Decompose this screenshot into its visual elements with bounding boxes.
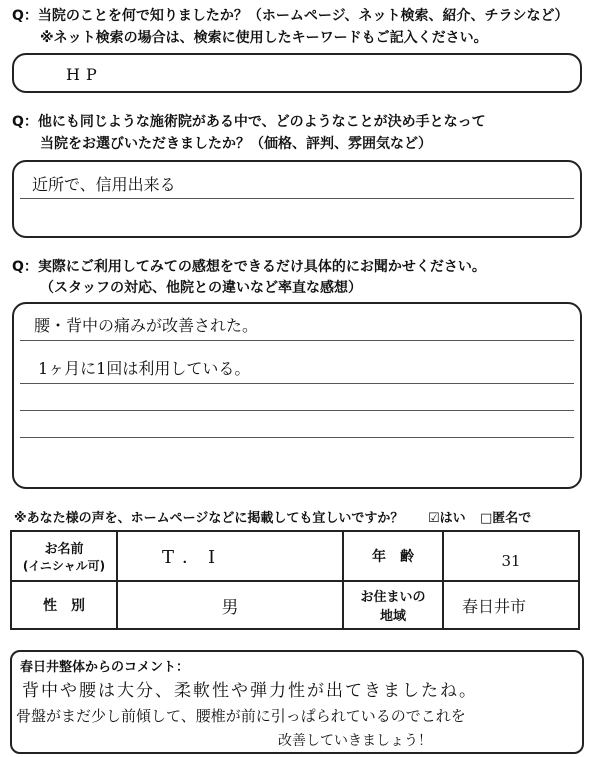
consent-anonymous-checkbox[interactable]: □匿名で <box>480 511 532 526</box>
name-label <box>11 531 117 581</box>
answer-3-text-2: 1ヶ月に1回は利用している。 <box>38 359 251 378</box>
gender-label: 性 別 <box>11 581 117 629</box>
comment-title: 春日井整体からのコメント： <box>20 660 190 675</box>
comment-line-2: 骨盤がまだ少し前傾して、腰椎が前に引っぱられているのでこれを <box>16 707 466 725</box>
answer-2-text: 近所で、信用出来る <box>32 175 176 194</box>
age-label: 年 齢 <box>343 531 443 581</box>
area-label-main: お住まいの <box>360 590 426 605</box>
question-2-line-1: Q：他にも同じような施術院がある中で、どのようなことが決め手となって <box>12 114 486 130</box>
question-3-line-2: （スタッフの対応、他院との違いなど率直な感想） <box>40 280 362 296</box>
ruled-line <box>20 383 574 384</box>
consent-question: ※あなた様の声を、ホームページなどに掲載しても宜しいですか？ <box>14 511 404 526</box>
comment-box <box>10 650 584 754</box>
question-1-line-2: ※ネット検索の場合は、検索に使用したキーワードもご記入ください。 <box>40 30 488 46</box>
comment-line-1: 背中や腰は大分、柔軟性や弾力性が出てきましたね。 <box>22 681 478 701</box>
name-value: T．I <box>117 531 343 581</box>
age-value: 31 <box>443 531 579 581</box>
gender-value: 男 <box>117 581 343 629</box>
comment-line-3: 改善していきましょう！ <box>278 733 432 749</box>
answer-box-2 <box>12 160 582 238</box>
answer-box-3 <box>12 302 582 489</box>
ruled-line <box>20 198 574 199</box>
answer-box-1 <box>12 53 582 93</box>
ruled-line <box>20 410 574 411</box>
question-2-line-2: 当院をお選びいただきましたか？（価格、評判、雰囲気など） <box>40 136 432 152</box>
consent-yes-checkbox[interactable]: ☑はい <box>428 511 466 526</box>
area-label-sub: 地域 <box>379 609 406 624</box>
info-table <box>10 530 580 630</box>
name-label-main: お名前 <box>44 542 84 557</box>
area-label <box>343 581 443 629</box>
question-3-line-1: Q：実際にご利用してみての感想をできるだけ具体的にお聞かせください。 <box>12 259 486 275</box>
question-1-line-1: Q：当院のことを何で知りましたか？（ホームページ、ネット検索、紹介、チラシなど） <box>12 8 569 24</box>
answer-3-text-1: 腰・背中の痛みが改善された。 <box>34 316 259 335</box>
answer-1-text: HP <box>66 65 103 84</box>
area-value: 春日井市 <box>443 581 579 629</box>
ruled-line <box>20 340 574 341</box>
ruled-line <box>20 437 574 438</box>
name-label-sub: (イニシャル可) <box>22 559 106 573</box>
